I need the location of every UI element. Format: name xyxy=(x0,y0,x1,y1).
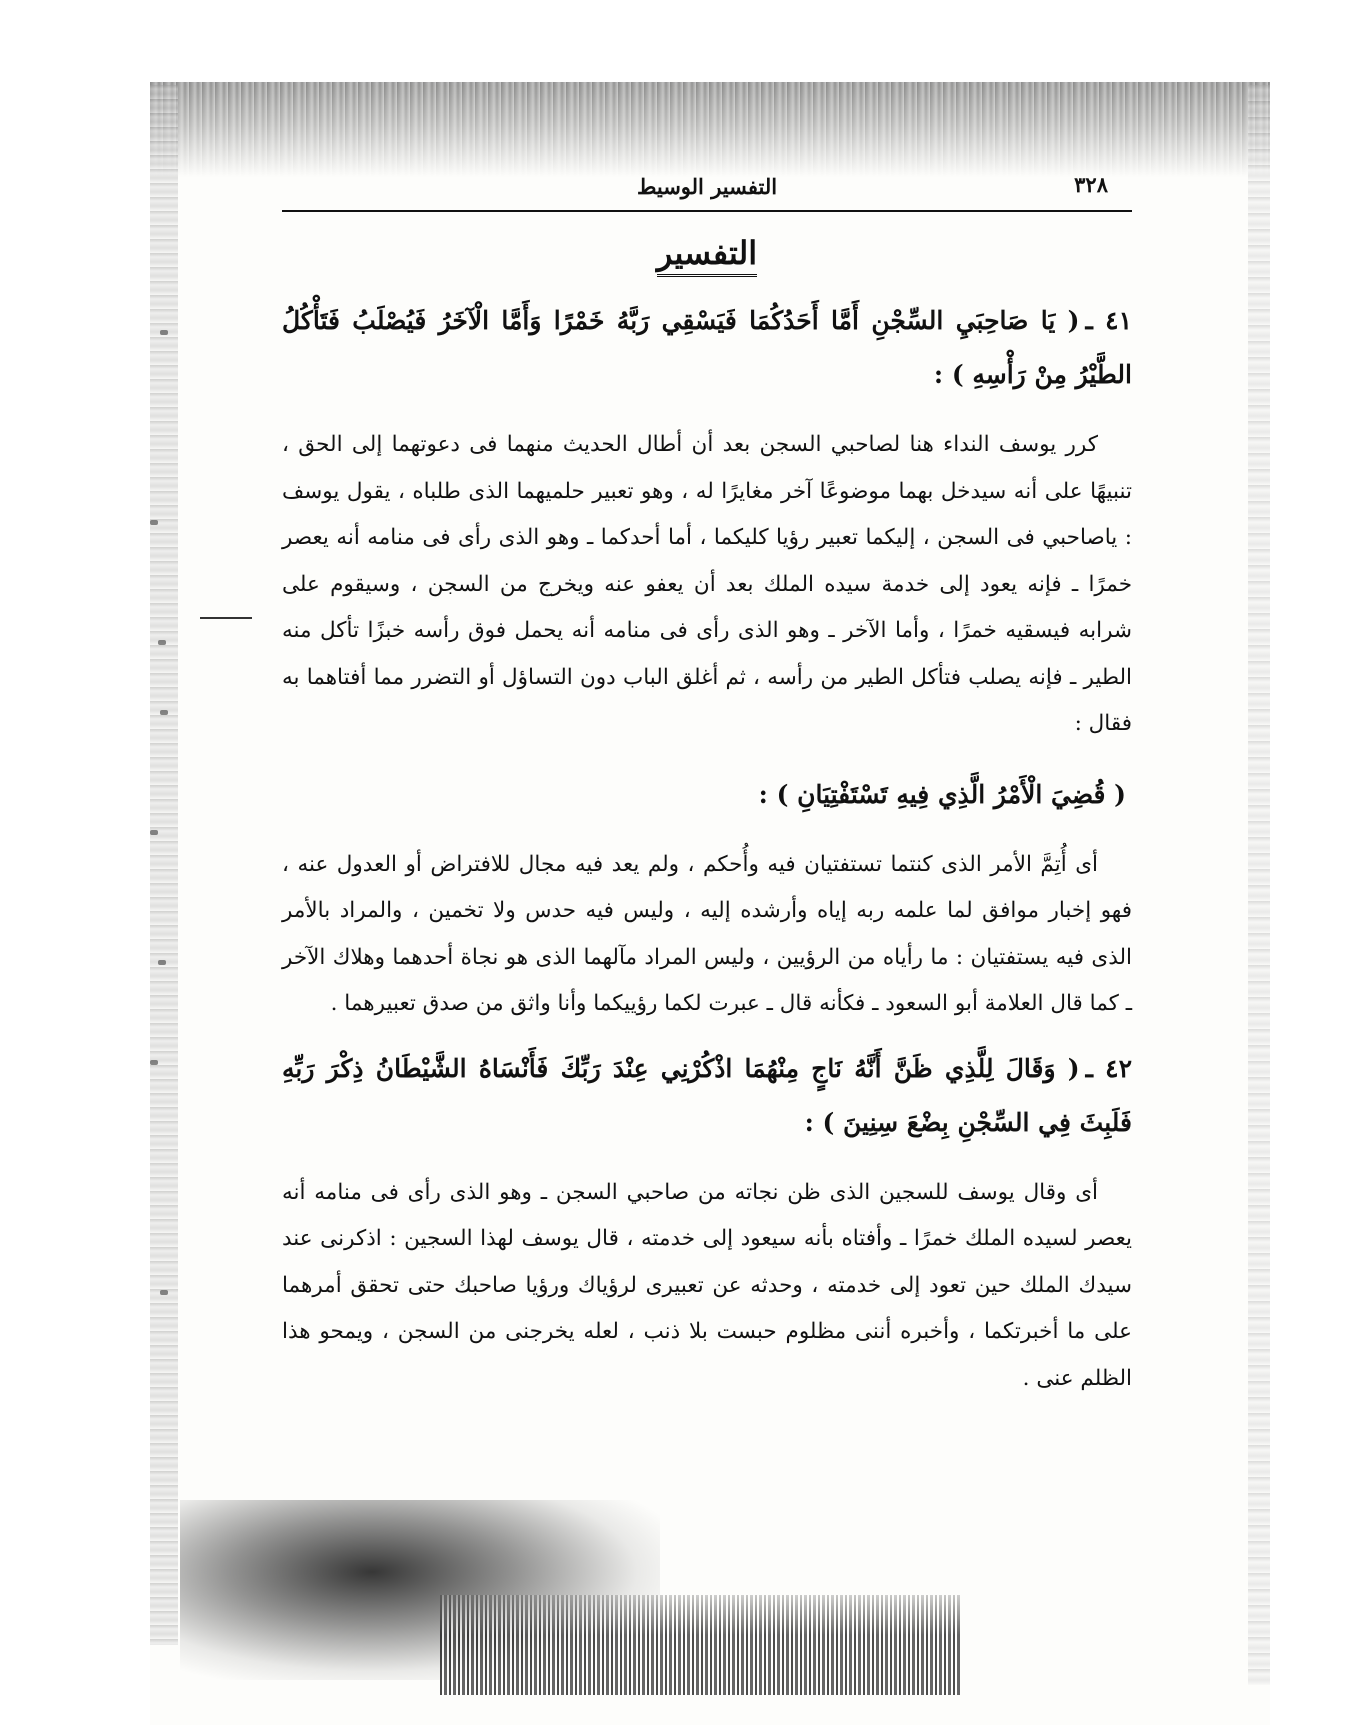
margin-speck xyxy=(150,520,158,525)
verse-number: ٤٢ ـ xyxy=(1085,1053,1133,1083)
verse-text: ( قُضِيَ الْأَمْرُ الَّذِي فِيهِ تَسْتَفْتِيَانِ ) : xyxy=(758,779,1126,809)
page-number: ٣٢٨ xyxy=(1074,172,1108,197)
margin-speck xyxy=(150,1060,158,1065)
commentary-paragraph: أى أُتِمَّ الأمر الذى كنتما تستفتيان فيه وأُحكم ، ولم يعد فيه مجال للافتراض أو العدول عنه ، فهو إخبار موافق لما علمه ربه إياه وأرشده إليه ، وليس فيه حدس ولا تخمين ، والمراد بالأمر الذى فيه يستفتيان : ما رأياه من الرؤيين ، وليس المراد مآلهما الذى هو نجاة أحدهما وهلاك الآخر ـ كما قال العلامة أبو السعود ـ فكأنه قال ـ عبرت لكما رؤييكما وأنا واثق من صدق تعبيرهما . xyxy=(282,851,1132,1016)
verse-41 xyxy=(282,294,1132,402)
margin-speck xyxy=(150,830,158,835)
verse-42 xyxy=(282,1042,1132,1150)
verse-number: ٤١ ـ xyxy=(1085,306,1133,335)
commentary-paragraph: أى وقال يوسف للسجين الذى ظن نجاته من صاحبي السجن ـ وهو الذى رأى فى منامه أنه يعصر لسيده الملك خمرًا ـ وأفتاه بأنه سيعود إلى خدمته ، قال يوسف لهذا السجين : اذكرنى عند سيدك الملك حين تعود إلى خدمته ، وحدثه عن تعبيرى لرؤياك ورؤيا صاحبك حتى تحقق أمرهما على ما أخبرتكما ، وأخبره أننى مظلوم حبست بلا ذنب ، لعله يخرجنى من السجن ، ويمحو هذا الظلم عنى . xyxy=(282,1179,1132,1391)
verse-text: ( يَا صَاحِبَيِ السِّجْنِ أَمَّا أَحَدُكُمَا فَيَسْقِي رَبَّهُ خَمْرًا وَأَمَّا الْآخَرُ فَيُصْلَبُ فَتَأْكُلُ الطَّيْرُ مِنْ رَأْسِهِ ) : xyxy=(282,306,1132,389)
section-title-text: التفسير xyxy=(657,234,757,277)
page-content xyxy=(282,170,1132,1402)
scan-right-edge-noise xyxy=(1248,85,1270,1685)
margin-dash-mark xyxy=(200,617,252,619)
section-title xyxy=(282,234,1132,272)
margin-speck xyxy=(160,1290,168,1295)
margin-speck xyxy=(160,330,168,335)
margin-speck xyxy=(158,960,166,965)
running-title: التفسير الوسيط xyxy=(636,174,778,199)
commentary-paragraph: كرر يوسف النداء هنا لصاحبي السجن بعد أن أطال الحديث منهما فى دعوتهما إلى الحق ، تنبيهًا على أنه سيدخل بهما موضوعًا آخر مغايرًا له ، وهو تعبير حلميهما الذى طلباه ، يقول يوسف : ياصاحبي فى السجن ، إليكما تعبير رؤيا كليكما ، أما أحدكما ـ وهو الذى رأى فى منامه أنه يعصر خمرًا ـ فإنه يعود إلى خدمة سيده الملك بعد أن يعفو عنه ويخرج من السجن ، وسيقوم على شرابه فيسقيه خمرًا ، وأما الآخر ـ وهو الذى رأى فى منامه أنه يحمل فوق رأسه خبزًا تأكل منه الطير ـ فإنه يصلب فتأكل الطير من رأسه ، ثم أغلق الباب دون التساؤل أو التضرر مما أفتاهما به فقال : xyxy=(282,432,1132,736)
margin-speck xyxy=(160,710,168,715)
scan-left-edge-noise xyxy=(150,85,178,1645)
running-header xyxy=(282,170,1132,212)
verse-fragment xyxy=(282,768,1132,822)
margin-speck xyxy=(158,640,166,645)
verse-text: ( وَقَالَ لِلَّذِي ظَنَّ أَنَّهُ نَاجٍ مِنْهُمَا اذْكُرْنِي عِنْدَ رَبِّكَ فَأَنْسَاهُ الشَّيْطَانُ ذِكْرَ رَبِّهِ فَلَبِثَ فِي السِّجْنِ بِضْعَ سِنِينَ ) : xyxy=(282,1053,1132,1137)
scan-top-edge-noise xyxy=(150,82,1270,177)
scan-bottom-artifact xyxy=(440,1595,960,1695)
